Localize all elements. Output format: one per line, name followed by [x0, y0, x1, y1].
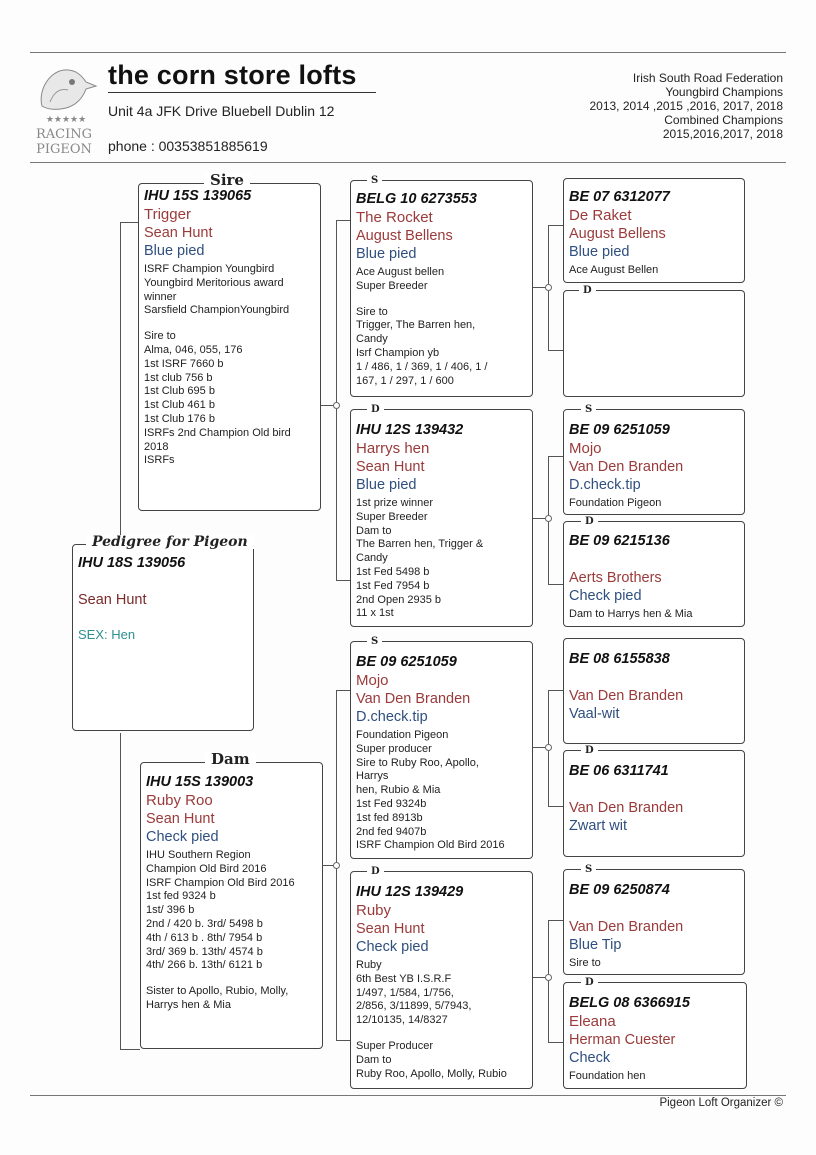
- federation-line: 2013, 2014 ,2015 ,2016, 2017, 2018: [589, 99, 783, 113]
- pigeon-color: Check: [569, 1050, 611, 1066]
- federation-line: Combined Champions: [664, 113, 783, 127]
- breeder-name: Aerts Brothers: [569, 570, 662, 586]
- breeder-name: Van Den Branden: [356, 691, 471, 707]
- pedigree-label: Pedigree for Pigeon: [86, 535, 254, 549]
- racing-pigeon-logo: [30, 62, 102, 158]
- pigeon-notes: Super Producer Dam to Ruby Roo, Apollo, Molly, Rubio: [356, 1039, 507, 1080]
- connector: [548, 1042, 563, 1043]
- dam-marker: D: [581, 744, 598, 758]
- connector: [548, 584, 563, 585]
- federation-line: Irish South Road Federation: [632, 71, 783, 85]
- sdd-card[interactable]: [563, 521, 745, 627]
- pigeon-name: The Rocket: [356, 209, 433, 226]
- federation-line: 2015,2016,2017, 2018: [662, 127, 783, 141]
- breeder-name: August Bellens: [569, 226, 666, 242]
- connector: [336, 580, 350, 581]
- ring-number: BE 09 6251059: [569, 422, 670, 438]
- ring-number: IHU 12S 139432: [356, 422, 464, 438]
- pigeon-notes: Sire to Trigger, The Barren hen, Candy Isrf Champion yb 1 / 486, 1 / 369, 1 / 406, 1 / 167, 1 / 297, 1 / 600: [356, 305, 488, 387]
- connector: [548, 456, 563, 457]
- sire-marker: S: [581, 403, 596, 417]
- svg-text:★★★★★: ★★★★★: [45, 115, 87, 125]
- pigeon-color: Check pied: [356, 939, 429, 955]
- ring-number: BE 08 6155838: [569, 651, 670, 667]
- header-rule: [30, 162, 786, 163]
- ring-number: IHU 12S 139429: [356, 884, 464, 900]
- breeder-name: Sean Hunt: [78, 592, 147, 608]
- dam-label: Dam: [205, 752, 256, 766]
- dam-dam-card[interactable]: [350, 871, 533, 1089]
- dam-card[interactable]: [140, 762, 323, 1049]
- breeder-name: Van Den Branden: [569, 919, 684, 935]
- pigeon-notes: Ace August bellen Super Breeder: [356, 266, 445, 292]
- pigeon-color: Zwart wit: [569, 818, 627, 834]
- pigeon-name: Mojo: [356, 672, 389, 689]
- pigeon-notes: Sister to Apollo, Rubio, Molly, Harrys hen & Mia: [146, 985, 289, 1011]
- federation-line: Youngbird Champions: [665, 85, 783, 99]
- ring-number: IHU 18S 139056: [78, 555, 186, 571]
- connector: [120, 1049, 140, 1050]
- subject-card[interactable]: [72, 544, 254, 731]
- dds-card[interactable]: [563, 869, 745, 975]
- footer-rule: [30, 1095, 786, 1096]
- sss-card[interactable]: [563, 178, 745, 283]
- ring-number: BELG 08 6366915: [569, 995, 690, 1011]
- dam-marker: D: [581, 976, 598, 990]
- dam-sire-card[interactable]: [350, 641, 533, 859]
- connector: [548, 920, 563, 921]
- pigeon-name: Eleana: [569, 1013, 616, 1030]
- connector: [548, 690, 563, 691]
- pigeon-notes: Foundation Pigeon: [569, 497, 662, 509]
- pigeon-color: Check pied: [569, 588, 642, 604]
- ring-number: BE 09 6215136: [569, 533, 670, 549]
- breeder-name: Van Den Branden: [569, 688, 684, 704]
- sire-marker: S: [581, 863, 596, 877]
- footer-credit: Pigeon Loft Organizer ©: [659, 1097, 783, 1109]
- loft-name: the corn store lofts: [108, 60, 357, 90]
- pigeon-name: Harrys hen: [356, 440, 430, 457]
- svg-text:PIGEON: PIGEON: [36, 142, 92, 157]
- pigeon-notes: Sire to Alma, 046, 055, 176 1st ISRF 7660 b 1st club 756 b 1st Club 695 b 1st Club 461 b 1st Club 176 b ISRFs 2nd Champion Old bird 2018 ISRFs: [144, 330, 291, 467]
- pigeon-color: Vaal-wit: [569, 706, 620, 722]
- sire-dam-card[interactable]: [350, 409, 533, 627]
- sire-label: Sire: [204, 173, 250, 187]
- title-underline: [108, 92, 376, 93]
- pigeon-color: Blue Tip: [569, 937, 622, 953]
- dss-card[interactable]: [563, 638, 745, 744]
- pigeon-notes: ISRF Champion Youngbird Youngbird Meritorious award winner Sarsfield ChampionYoungbird: [144, 263, 290, 317]
- connector: [336, 220, 337, 580]
- pigeon-color: Blue pied: [569, 244, 630, 260]
- breeder-name: Sean Hunt: [356, 921, 425, 937]
- breeder-name: Sean Hunt: [356, 459, 425, 475]
- pigeon-notes: IHU Southern Region Champion Old Bird 2016 ISRF Champion Old Bird 2016 1st fed 9324 b 1st/ 396 b 2nd / 420 b. 3rd/ 5498 b 4th / 613 b . 8th/ 7954 b 3rd/ 369 b. 13th/ 4574 b 4th/ 266 b. 13th/ 6121 b: [146, 849, 295, 972]
- breeder-name: Herman Cuester: [569, 1032, 676, 1048]
- federation-info: [589, 71, 783, 141]
- pigeon-color: Blue pied: [356, 477, 417, 493]
- pigeon-name: Ruby: [356, 902, 392, 919]
- sire-sire-card[interactable]: [350, 180, 533, 397]
- dam-marker: D: [367, 403, 384, 417]
- sire-marker: S: [367, 174, 382, 188]
- pigeon-color: D.check.tip: [356, 709, 428, 725]
- pigeon-name: Trigger: [144, 206, 191, 223]
- pigeon-notes: Dam to Harrys hen & Mia: [569, 608, 693, 620]
- sds-card[interactable]: [563, 409, 745, 515]
- pigeon-notes: Ace August Bellen: [569, 264, 659, 276]
- connector-dot: [545, 284, 552, 291]
- pigeon-notes: 1st prize winner Super Breeder Dam to The Barren hen, Trigger & Candy 1st Fed 5498 b 1st Fed 7954 b 2nd Open 2935 b 11 x 1st: [356, 497, 484, 620]
- ring-number: BE 09 6250874: [569, 882, 670, 898]
- connector-dot: [545, 974, 552, 981]
- breeder-name: Van Den Branden: [569, 800, 684, 816]
- connector: [120, 222, 138, 223]
- connector: [336, 690, 350, 691]
- connector: [548, 225, 563, 226]
- connector-dot: [545, 515, 552, 522]
- connector: [120, 222, 121, 544]
- breeder-name: Van Den Branden: [569, 459, 684, 475]
- pigeon-notes: Foundation hen: [569, 1070, 646, 1082]
- connector: [336, 220, 350, 221]
- ring-number: BE 07 6312077: [569, 189, 670, 205]
- pigeon-name: De Raket: [569, 207, 632, 224]
- connector: [548, 806, 563, 807]
- connector-dot: [333, 402, 340, 409]
- pigeon-name: Ruby Roo: [146, 792, 213, 809]
- connector-dot: [333, 862, 340, 869]
- breeder-name: Sean Hunt: [146, 811, 215, 827]
- pigeon-notes: Foundation Pigeon Super producer Sire to Ruby Roo, Apollo, Harrys hen, Rubio & Mia 1st Fed 9324b 1st fed 8913b 2nd fed 9407b ISRF Champion Old Bird 2016: [356, 729, 505, 852]
- pigeon-notes: Ruby 6th Best YB I.S.R.F 1/497, 1/584, 1/756, 2/856, 3/11899, 5/7943, 12/10135, 14/8327: [356, 959, 472, 1027]
- connector-dot: [545, 744, 552, 751]
- address: Unit 4a JFK Drive Bluebell Dublin 12: [108, 103, 335, 119]
- ring-number: IHU 15S 139065: [144, 188, 252, 204]
- sire-card[interactable]: [138, 183, 321, 511]
- connector: [548, 350, 563, 351]
- breeder-name: Sean Hunt: [144, 225, 213, 241]
- ring-number: IHU 15S 139003: [146, 774, 254, 790]
- svg-text:RACING: RACING: [35, 127, 93, 142]
- pigeon-name: Mojo: [569, 440, 602, 457]
- top-rule: [30, 52, 786, 53]
- ssd-card[interactable]: [563, 290, 745, 397]
- dam-marker: D: [579, 284, 596, 298]
- sire-marker: S: [367, 635, 382, 649]
- phone: phone : 00353851885619: [108, 138, 268, 154]
- pigeon-color: D.check.tip: [569, 477, 641, 493]
- ddd-card[interactable]: [563, 982, 747, 1089]
- ring-number: BELG 10 6273553: [356, 191, 477, 207]
- connector: [548, 920, 549, 1042]
- pigeon-color: Check pied: [146, 829, 219, 845]
- connector: [336, 1040, 350, 1041]
- breeder-name: August Bellens: [356, 228, 453, 244]
- ring-number: BE 09 6251059: [356, 654, 457, 670]
- sex-value: SEX: Hen: [78, 627, 136, 642]
- pigeon-color: Blue pied: [356, 246, 417, 262]
- dsd-card[interactable]: [563, 750, 745, 857]
- pigeon-color: Blue pied: [144, 243, 205, 259]
- ring-number: BE 06 6311741: [569, 763, 669, 779]
- dam-marker: D: [581, 515, 598, 529]
- dam-marker: D: [367, 865, 384, 879]
- pigeon-notes: Sire to: [569, 957, 601, 969]
- connector: [120, 733, 121, 1050]
